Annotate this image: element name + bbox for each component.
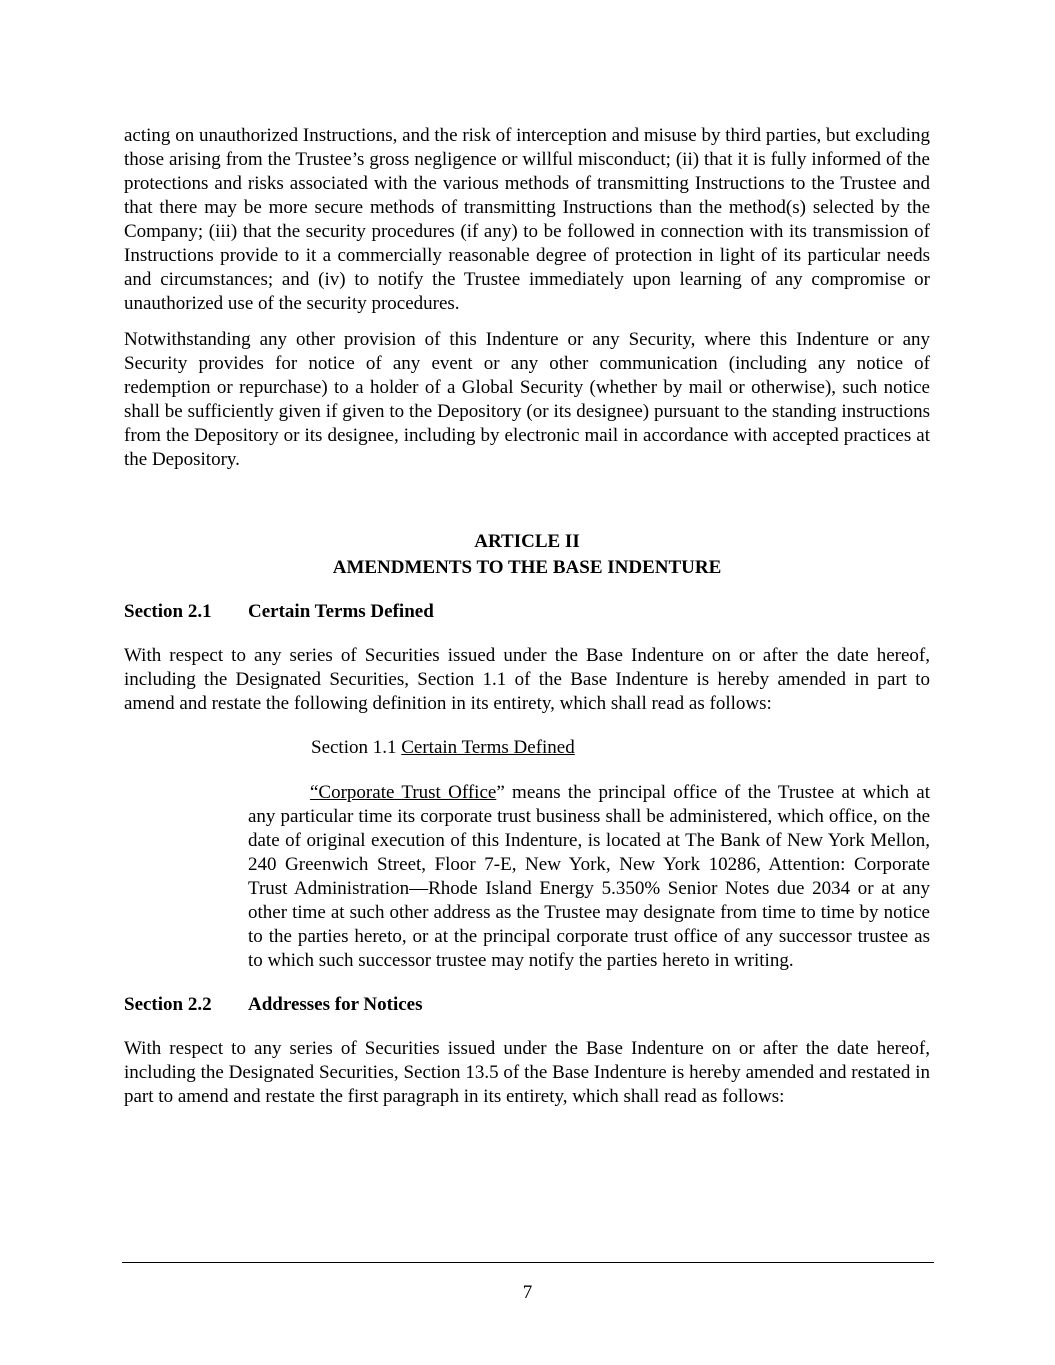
definition-section-title: Certain Terms Defined [401,737,575,758]
article-title: AMENDMENTS TO THE BASE INDENTURE [332,557,722,578]
document-page [124,124,930,1109]
paragraph-section-2-2-body: With respect to any series of Securities issued under the Base Indenture on or after the date hereof, including the Designated Securities, Section 13.5 of the Base Indenture is hereby amended and restated in part to amend and restate the first paragraph in its entirety, which shall read as follows: [124,1038,930,1107]
paragraph-notice-global-security: Notwithstanding any other provision of this Indenture or any Security, where this Indenture or any Security provides for notice of any event or any other communication (including any notice of redemption or repurchase) to a holder of a Global Security (whether by mail or otherwise), such notice shall be sufficiently given if given to the Depository (or its designee) pursuant to the standing instructions from the Depository or its designee, including by electronic mail in accordance with accepted practices at the Depository. [124,329,930,470]
section-number: Section 2.1 [124,601,212,622]
paragraph-section-2-1-body: With respect to any series of Securities issued under the Base Indenture on or after the date hereof, including the Designated Securities, Section 1.1 of the Base Indenture is hereby amended in part to amend and restate the following definition in its entirety, which shall read as follows: [124,645,930,714]
footer-divider [122,1262,934,1263]
definition-block [248,781,930,973]
article-heading [124,529,930,581]
section-2-1-heading [124,600,930,624]
definition-section-prefix: Section 1.1 [311,737,402,758]
page-number: 7 [522,1282,533,1303]
section-number: Section 2.2 [124,994,212,1015]
defined-term: “Corporate Trust Office [310,782,497,803]
paragraph-instructions-continued: acting on unauthorized Instructions, and the risk of interception and misuse by third parties, but excluding those arising from the Trustee’s gross negligence or willful misconduct; (ii) that it is fully informed of the protections and risks associated with the various methods of transmitting Instructions to the Trustee and that there may be more secure methods of transmitting Instructions than the method(s) selected by the Company; (iii) that the security procedures (if any) to be followed in connection with its transmission of Instructions provide to it a commercially reasonable degree of protection in light of its particular needs and circumstances; and (iv) to notify the Trustee immediately upon learning of any compromise or unauthorized use of the security procedures. [124,125,930,314]
section-title: Addresses for Notices [248,994,423,1015]
definition-section-heading [311,736,930,760]
section-2-2-heading [124,993,930,1017]
article-number: ARTICLE II [474,531,580,552]
section-title: Certain Terms Defined [248,601,434,622]
definition-text: ” means the principal office of the Trustee at which at any particular time its corporate trust business shall be administered, which office, on the date of original execution of this Indenture, is located at The Bank of New York Mellon, 240 Greenwich Street, Floor 7-E, New York, New York 10286, Attention: Corporate Trust Administration—Rhode Island Energy 5.350% Senior Notes due 2034 or at any other time at such other address as the Trustee may designate from time to time by notice to the parties hereto, or at the principal corporate trust office of any successor trustee as to which such successor trustee may notify the parties hereto in writing. [248,782,930,971]
